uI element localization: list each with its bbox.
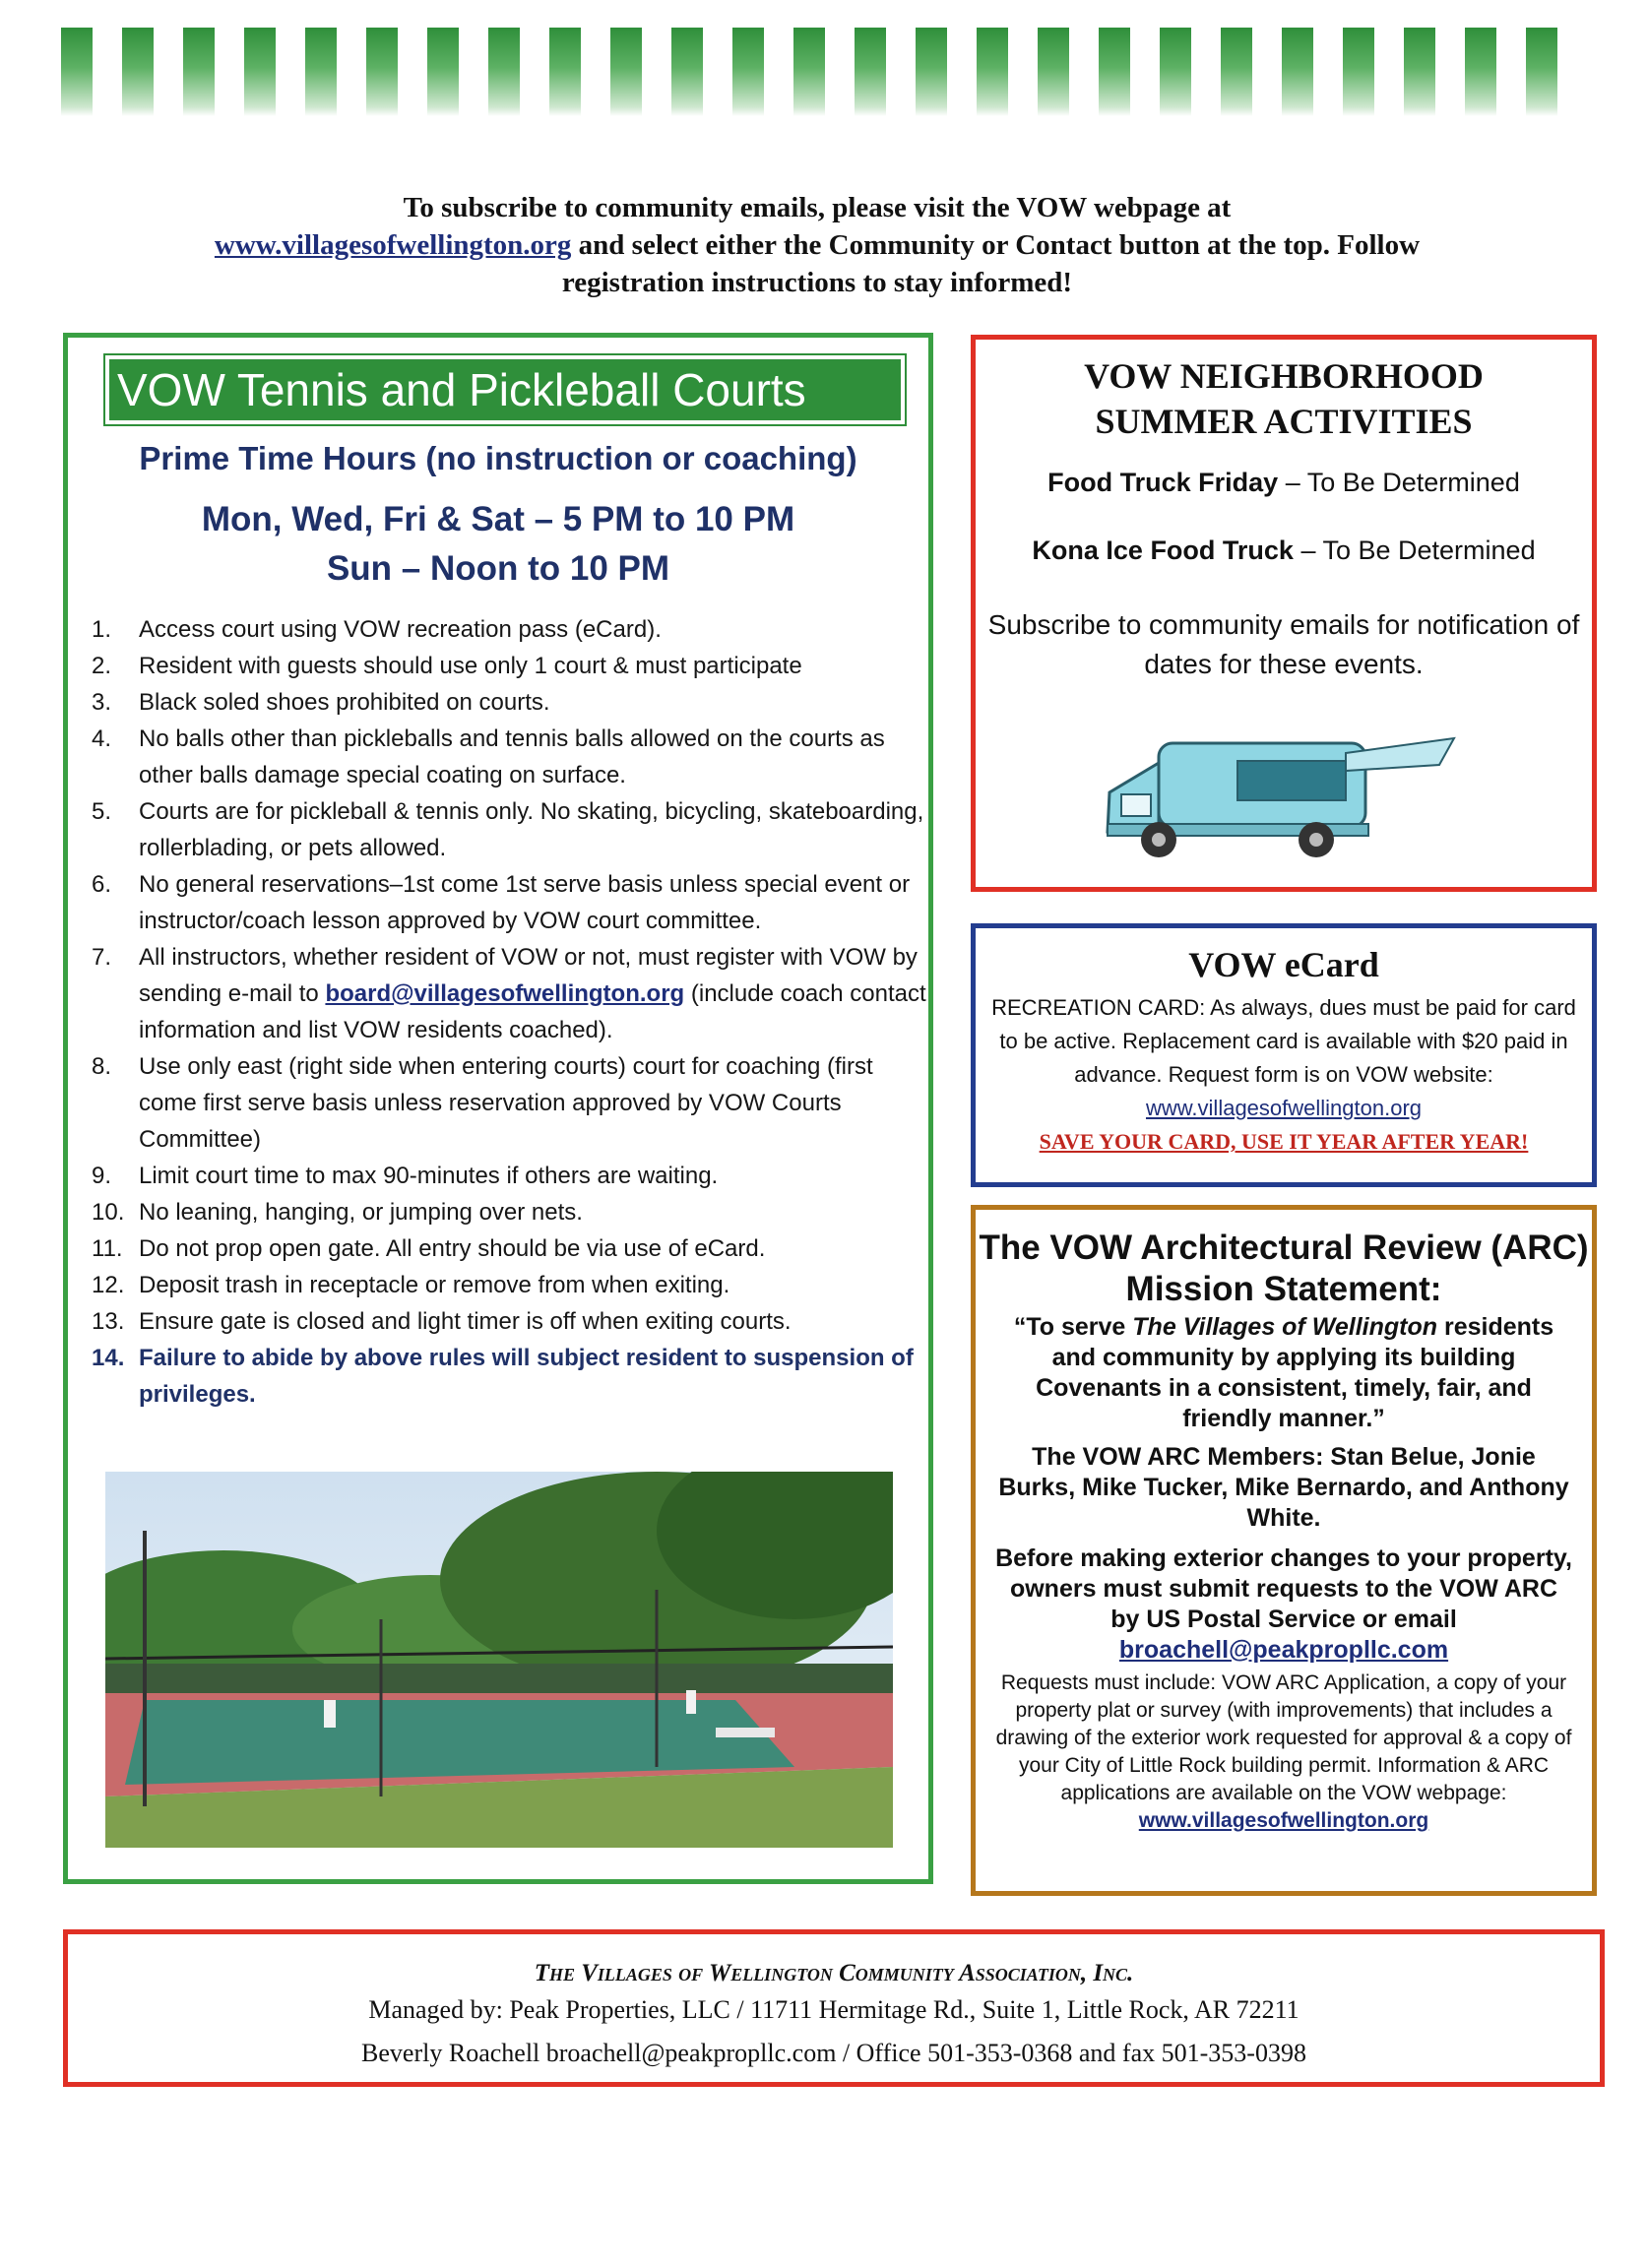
rule-text: Black soled shoes prohibited on courts. [139,689,550,716]
hours-weekday: Mon, Wed, Fri & Sat – 5 PM to 10 PM [201,500,795,538]
stripe [122,28,154,116]
food-truck-icon [1100,724,1464,861]
ecard-save-notice: SAVE YOUR CARD, USE IT YEAR AFTER YEAR! [1039,1129,1529,1154]
subscribe-text-1: To subscribe to community emails, please visit the VOW webpage at [403,192,1232,223]
stripe [916,28,947,116]
rule-text: No general reservations–1st come 1st serve basis unless special event or instructor/coach lesson approved by VOW court committee. [139,871,911,934]
tennis-title: VOW Tennis and Pickleball Courts [105,355,905,424]
stripe [1465,28,1496,116]
rule-item [92,939,928,1048]
stripe [183,28,215,116]
stripe [1404,28,1435,116]
footer-contact: Beverly Roachell broachell@peakpropllc.com / Office 501-353-0368 and fax 501-353-0398 [361,2039,1306,2067]
rule-item [92,1340,928,1413]
rule-text: Courts are for pickleball & tennis only. No skating, bicycling, skateboarding, rollerblading, or pets allowed. [139,798,924,861]
rule-text: Ensure gate is closed and light timer is off when exiting courts. [139,1308,792,1335]
stripe [1160,28,1191,116]
subscribe-notice [158,189,1477,301]
stripe [1221,28,1252,116]
rule-number: 11. [92,1235,123,1262]
stripe [427,28,459,116]
summer-note: Subscribe to community emails for notification of dates for these events. [987,609,1580,679]
summer-title-line: SUMMER ACTIVITIES [1095,402,1473,441]
ecard-title: VOW eCard [1188,945,1379,984]
arc-email-row [976,1635,1592,1666]
rule-number: 14. [92,1345,125,1371]
rule-number: 10. [92,1199,125,1226]
rule-text [139,939,928,1048]
rule-item [92,1230,928,1267]
stripe [793,28,825,116]
rule-item [92,1048,928,1158]
stripe [732,28,764,116]
rule-number: 12. [92,1272,125,1298]
tennis-court-photo [105,1472,893,1848]
stripe [305,28,337,116]
rule-item [92,684,928,721]
hours-sunday: Sun – Noon to 10 PM [326,549,670,588]
rule-number: 7. [92,944,112,971]
rule-number: 4. [92,725,112,752]
arc-email-link[interactable]: broachell@peakpropllc.com [1118,1636,1449,1664]
subscribe-text-2: and select either the Community or Contact button at the top. [578,229,1331,261]
rule-item [92,611,928,648]
tennis-courts-section [63,333,933,1884]
stripe [549,28,581,116]
stripe [1526,28,1557,116]
rule-item [92,1303,928,1340]
rule-text: Deposit trash in receptacle or remove from when exiting. [139,1272,730,1298]
stripe [1343,28,1374,116]
rule-number: 9. [92,1163,112,1189]
arc-mission-quote [976,1312,1592,1434]
rule-number: 6. [92,871,112,898]
quote-part: residents and community by applying its building Covenants in a consistent, timely, fair, and friendly manner.” [1036,1313,1554,1432]
rule-text: No leaning, hanging, or jumping over nets. [139,1199,583,1226]
stripe [671,28,703,116]
rule-text: Do not prop open gate. All entry should be via use of eCard. [139,1235,766,1262]
arc-website-link[interactable]: www.villagesofwellington.org [1138,1809,1429,1832]
decorative-stripes [61,28,1577,116]
ecard-website-link[interactable]: www.villagesofwellington.org [1145,1096,1423,1120]
court-rules-list [68,611,928,1413]
stripe [1282,28,1313,116]
footer-managed-by: Managed by: Peak Properties, LLC / 11711 Hermitage Rd., Suite 1, Little Rock, AR 72211 [368,1995,1299,2024]
board-email-link[interactable]: board@villagesofwellington.org [325,980,685,1007]
rule-item [92,1267,928,1303]
quote-part: “To serve [1013,1313,1133,1341]
activity-name: Kona Ice Food Truck [1032,536,1294,565]
rule-item [92,866,928,939]
summer-title [976,353,1592,444]
stripe [366,28,398,116]
ecard-body: RECREATION CARD: As always, dues must be paid for card to be active. Replacement card is available with $20 paid in advance. Request form is on VOW website: [991,995,1576,1087]
rule-item [92,793,928,866]
rule-text: No balls other than pickleballs and tennis balls allowed on the courts as other balls damage special coating on surface. [139,725,885,788]
stripe [1038,28,1069,116]
stripe [610,28,642,116]
activity-name: Food Truck Friday [1047,468,1279,497]
rule-text: Limit court time to max 90-minutes if others are waiting. [139,1163,719,1189]
rule-item [92,721,928,793]
arc-before: Before making exterior changes to your property, owners must submit requests to the VOW ARC by US Postal Service or email [995,1544,1572,1633]
rule-number: 3. [92,689,112,716]
arc-title: The VOW Architectural Review (ARC) Mission Statement: [979,1228,1589,1308]
subscribe-text-3: Follow registration instructions to stay informed! [561,229,1421,298]
rule-text-part: All instructors, whether resident of VOW or not, must register with VOW by sending e-mail to [139,944,918,1007]
stripe [488,28,520,116]
rule-item [92,1194,928,1230]
stripe [244,28,276,116]
arc-requests-text: Requests must include: VOW ARC Application, a copy of your property plat or survey (with improvements) that includes a drawing of the exterior work requested for approval & a copy of your City of Little Rock building permit. Information & ARC applications are available on the VOW webpage: [995,1671,1572,1804]
rule-text: Use only east (right side when entering courts) court for coaching (first come first serve basis unless reservation approved by VOW Courts Committee) [139,1053,873,1153]
ecard-text [976,991,1592,1125]
stripe [977,28,1008,116]
summer-title-line: VOW NEIGHBORHOOD [1084,356,1484,396]
footer-section [63,1929,1605,2087]
summer-activities-section [971,335,1597,892]
rule-number: 5. [92,798,112,825]
stripe [855,28,886,116]
stripe [61,28,93,116]
food-truck-friday [976,468,1592,498]
vow-website-link[interactable]: www.villagesofwellington.org [214,229,572,261]
stripe [1099,28,1130,116]
arc-members: The VOW ARC Members: Stan Belue, Jonie Burks, Mike Tucker, Mike Bernardo, and Anthony White. [998,1443,1569,1532]
rule-text: Resident with guests should use only 1 court & must participate [139,653,802,679]
quote-part: The Villages of Wellington [1132,1313,1438,1341]
rule-text: Failure to abide by above rules will subject resident to suspension of privileges. [139,1345,914,1408]
footer-org-name: The Villages of Wellington Community Association, Inc. [534,1960,1134,1986]
activity-status: – To Be Determined [1293,536,1536,565]
rule-item [92,648,928,684]
prime-time-heading: Prime Time Hours (no instruction or coaching) [139,440,857,476]
rule-number: 8. [92,1053,112,1080]
rule-item [92,1158,928,1194]
rule-number: 2. [92,653,112,679]
arc-section [971,1205,1597,1896]
rule-number: 13. [92,1308,125,1335]
rule-text-part: (include coach contact information and list VOW residents coached). [139,980,926,1043]
ecard-section [971,923,1597,1187]
activity-status: – To Be Determined [1278,468,1520,497]
rule-number: 1. [92,616,112,643]
rule-text: Access court using VOW recreation pass (eCard). [139,616,662,643]
kona-ice-truck [976,536,1592,566]
arc-requests [976,1670,1592,1835]
